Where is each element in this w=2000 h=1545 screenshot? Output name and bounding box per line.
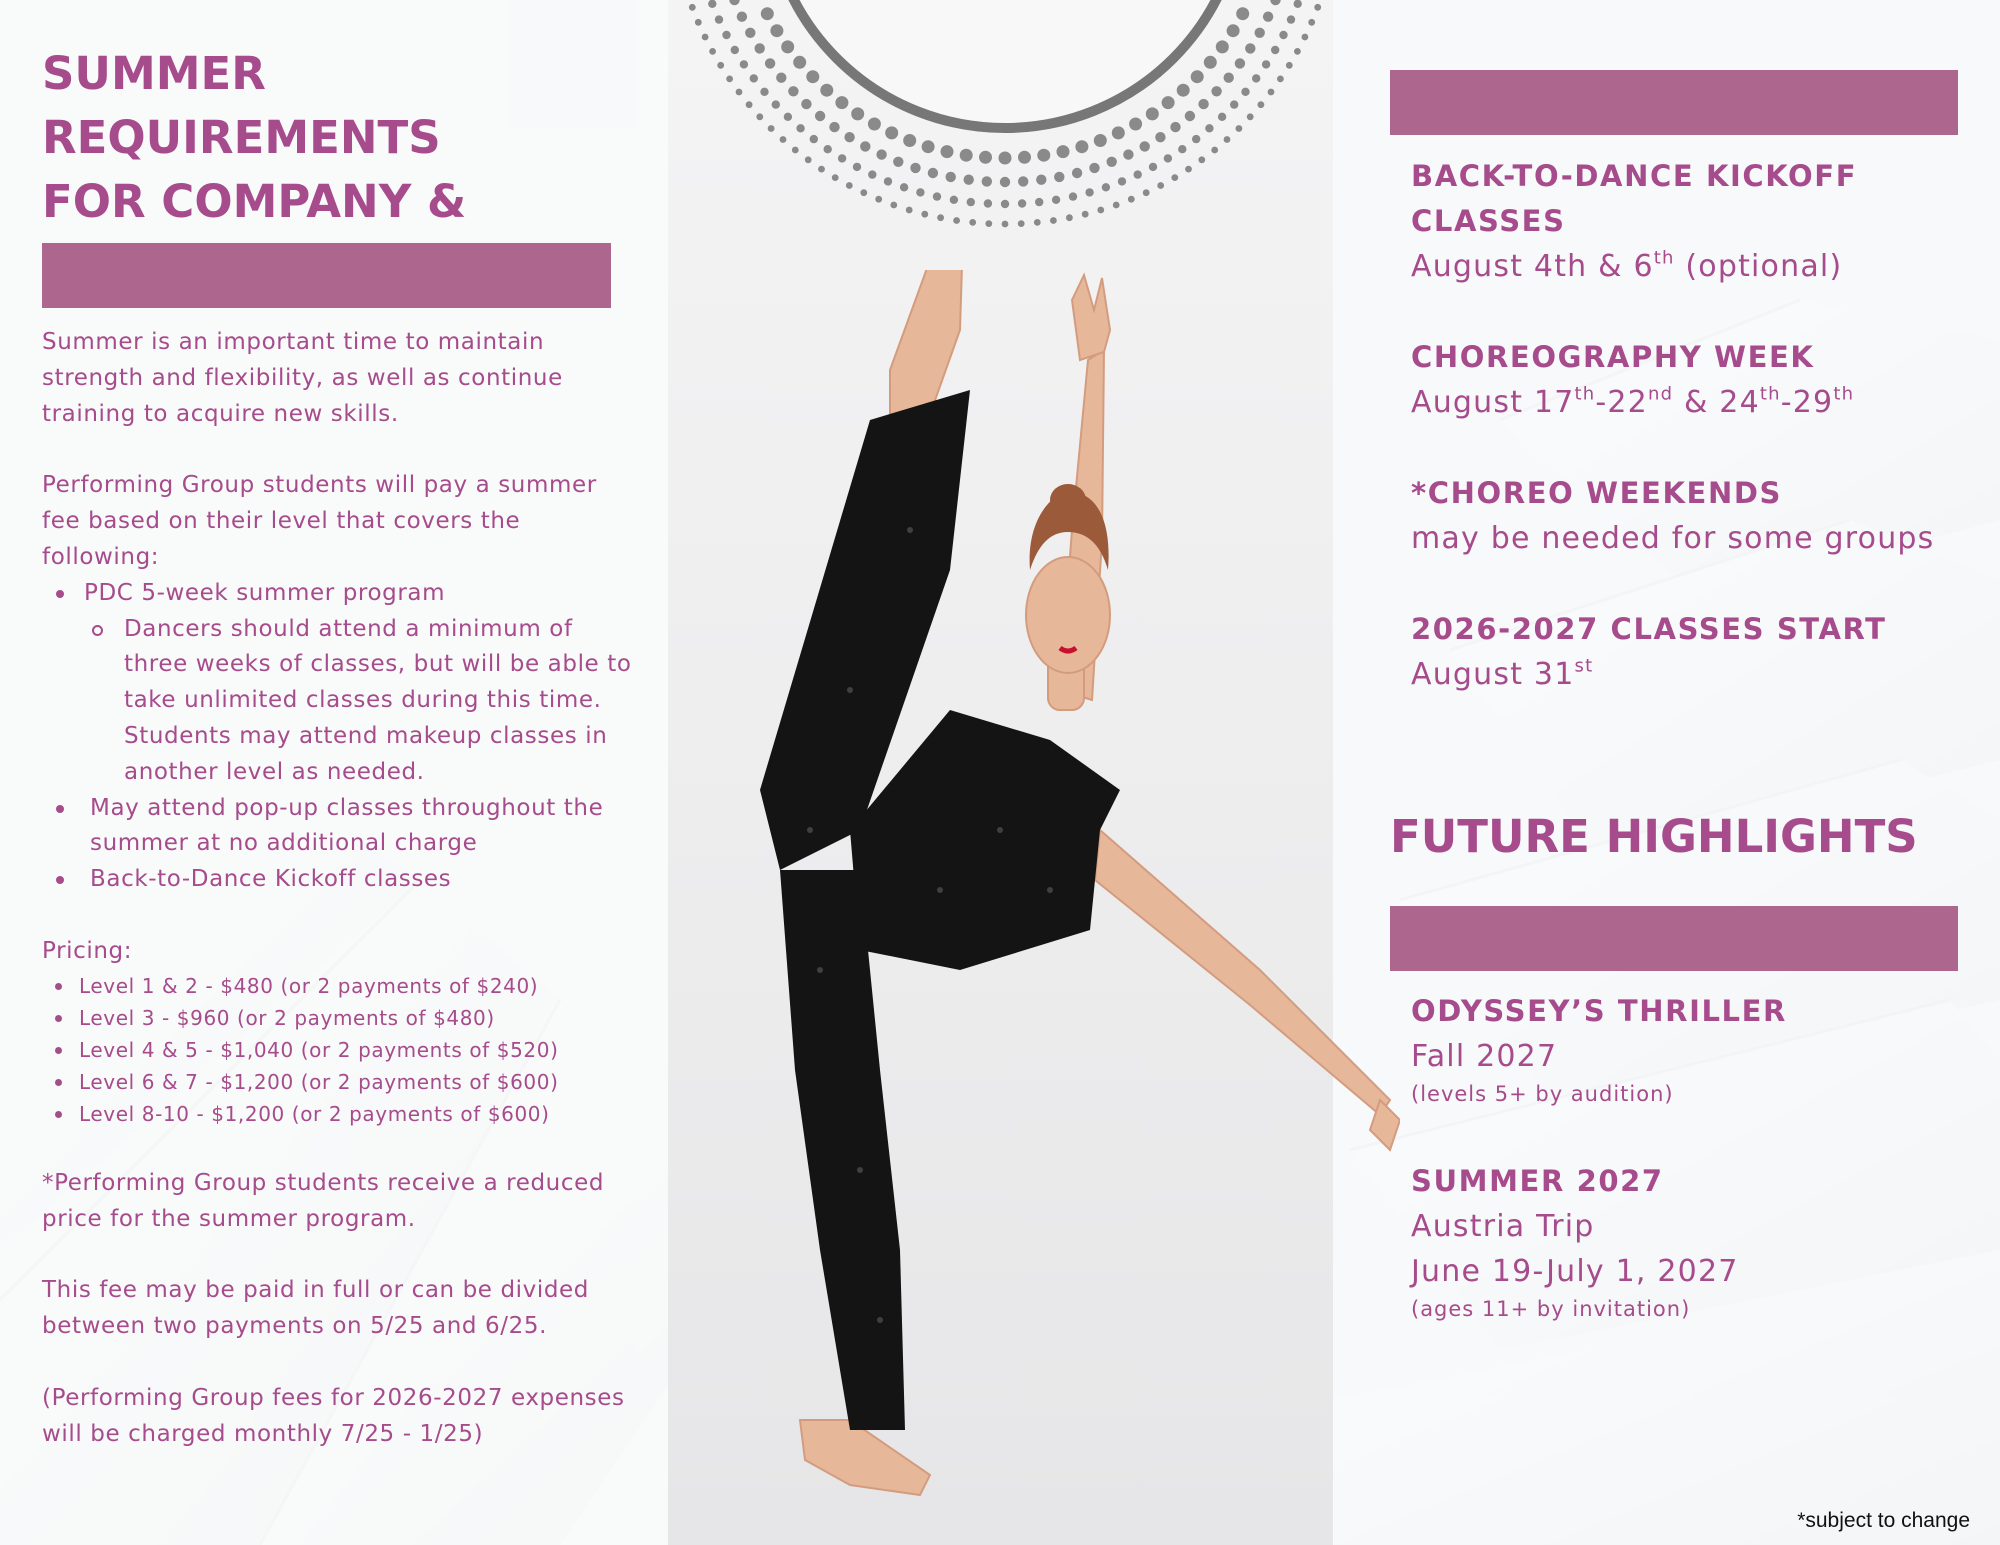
title-divider-bar: [42, 243, 611, 308]
event-text: Fall 2027: [1411, 1039, 1558, 1074]
decorative-dot: [745, 28, 755, 38]
monthly-fee-note: (Performing Group fees for 2026-2027 expenses will be charged monthly 7/25 - 1/25): [42, 1384, 625, 1447]
decorative-dot: [731, 46, 739, 54]
price-item: Level 6 & 7 - $1,200 (or 2 payments of $600): [42, 1066, 632, 1098]
event-title: 2026-2027 CLASSES START: [1411, 612, 1887, 646]
decorative-dot: [818, 166, 825, 173]
decorative-dot: [736, 89, 743, 96]
decorative-dot: [1035, 198, 1043, 206]
decorative-dot: [1002, 221, 1009, 228]
decorative-dot: [1192, 135, 1200, 143]
decorative-dot: [903, 134, 916, 147]
decorative-dot: [906, 207, 913, 214]
future-highlights-title: FUTURE HIGHLIGHTS: [1390, 810, 1918, 863]
decorative-dot: [801, 99, 811, 109]
price-item: Level 4 & 5 - $1,040 (or 2 payments of $520): [42, 1034, 632, 1066]
date-text: August 4th & 6: [1411, 249, 1654, 284]
decorative-dot: [928, 168, 938, 178]
event-title-line: BACK-TO-DANCE KICKOFF: [1411, 159, 1858, 193]
dancer-photo: [700, 270, 1400, 1510]
decorative-dot: [1082, 211, 1089, 218]
decorative-dot: [1252, 74, 1260, 82]
decorative-dot: [1178, 145, 1186, 153]
decorative-dot: [1286, 62, 1293, 69]
decorative-dot: [1102, 183, 1110, 191]
decorative-dot: [884, 177, 892, 185]
intro-paragraph: Summer is an important time to maintain strength and flexibility, as well as continue training to acquire new skills.: [42, 329, 563, 427]
decorative-dot: [1123, 149, 1133, 159]
decorative-dot: [781, 40, 794, 53]
decorative-dot: [1164, 154, 1172, 162]
decorative-dot: [1236, 7, 1249, 20]
decorative-dot: [1185, 111, 1195, 121]
decorative-dot: [709, 48, 716, 55]
decorative-dot: [999, 152, 1012, 165]
decorative-dot: [868, 170, 876, 178]
decorative-dot: [1018, 199, 1026, 207]
decorative-dot: [796, 124, 804, 132]
decorative-dot: [1171, 174, 1178, 181]
decorative-dot: [1268, 89, 1275, 96]
decorative-dot: [937, 214, 944, 221]
decorative-dot: [900, 183, 908, 191]
choreo-weekends-event: [1411, 471, 1981, 561]
date-ordinal: th: [1653, 247, 1675, 269]
decorative-dot: [1247, 113, 1254, 120]
decorative-dot: [806, 70, 819, 83]
decorative-dot: [737, 12, 747, 22]
decorative-dot: [868, 118, 881, 131]
decorative-dot: [805, 156, 812, 163]
decorative-dot: [851, 107, 864, 120]
date-text: -22: [1595, 385, 1648, 420]
decorative-dot: [695, 19, 702, 26]
classes-start-event: [1411, 607, 1981, 697]
event-title: SUMMER 2027: [1411, 1164, 1664, 1198]
decorative-dot: [761, 7, 774, 20]
decorative-dot: [750, 74, 758, 82]
decorative-dot: [746, 101, 753, 108]
decorative-dot: [893, 157, 903, 167]
decorative-dot: [768, 125, 775, 132]
event-note: (ages 11+ by invitation): [1411, 1297, 1691, 1321]
title-line: SUMMER REQUIREMENTS: [42, 47, 441, 164]
reduced-price-note: *Performing Group students receive a reduced price for the summer program.: [42, 1169, 605, 1232]
decorative-dot: [1157, 182, 1164, 189]
decorative-dot: [853, 163, 861, 171]
decorative-dot: [810, 135, 818, 143]
decorative-dot: [844, 132, 854, 142]
decorative-dot: [1112, 126, 1125, 139]
decorative-dot: [1230, 100, 1238, 108]
decorative-dot: [1140, 141, 1150, 151]
decorative-dot: [772, 100, 780, 108]
decorative-dot: [1302, 34, 1309, 41]
decorative-dot: [1216, 40, 1229, 53]
decorative-dot: [1294, 48, 1301, 55]
date-ordinal: st: [1574, 655, 1594, 677]
decorative-dot: [755, 43, 765, 53]
decorative-dot: [689, 4, 696, 11]
choreography-week-event: [1411, 335, 1981, 425]
decorative-dot: [876, 149, 886, 159]
decorative-dot: [1191, 70, 1204, 83]
decorative-dot: [788, 86, 798, 96]
kickoff-event: [1411, 154, 1981, 289]
decorative-dot: [933, 192, 941, 200]
decorative-dot: [1205, 124, 1213, 132]
decorative-dot: [1241, 88, 1249, 96]
decorative-dot: [1057, 145, 1070, 158]
decorative-dot: [740, 60, 748, 68]
decorative-dot: [793, 56, 806, 69]
decorative-dot: [1146, 107, 1159, 120]
event-title-line: CLASSES: [1411, 204, 1566, 238]
price-item: Level 1 & 2 - $480 (or 2 payments of $240): [42, 970, 632, 1002]
decorative-dot: [1262, 60, 1270, 68]
event-date: [1411, 244, 1981, 289]
decorative-dot: [1277, 76, 1284, 83]
decorative-dot: [1107, 157, 1117, 167]
decorative-dot: [726, 76, 733, 83]
decorative-dot: [1143, 189, 1150, 196]
date-ordinal: nd: [1647, 383, 1674, 405]
title-line: FOR COMPANY &: [42, 175, 467, 228]
decorative-dot: [1245, 43, 1255, 53]
decorative-dot: [1270, 0, 1280, 5]
requirements-body: [42, 325, 632, 1453]
event-title: CHOREOGRAPHY WEEK: [1411, 340, 1815, 374]
date-text: August 17: [1411, 385, 1575, 420]
event-title: ODYSSEY’S THRILLER: [1411, 994, 1787, 1028]
decorative-dot: [1018, 220, 1025, 227]
decorative-dot: [1113, 202, 1120, 209]
decorative-dot: [829, 122, 839, 132]
decorative-dot: [722, 31, 730, 39]
decorative-dot: [1271, 46, 1279, 54]
decorative-dot: [770, 24, 783, 37]
decorative-dot: [1224, 136, 1231, 143]
decorative-dot: [1211, 86, 1221, 96]
schedule-header-bar: [1390, 70, 1958, 135]
decorative-dot: [1094, 134, 1107, 147]
event-text: Austria Trip: [1411, 1209, 1595, 1244]
decorative-dot: [1072, 168, 1082, 178]
decorative-dot: [1255, 28, 1265, 38]
decorative-dot: [1287, 15, 1295, 23]
event-title: [1411, 154, 1981, 244]
list-item: Dancers should attend a minimum of three weeks of classes, but will be able to take unlimited classes during this time. Students may attend makeup classes in another level as needed.: [42, 612, 632, 791]
circle-dots-decoration: [630, 0, 1370, 240]
decorative-dot: [890, 202, 897, 209]
decorative-dot: [1075, 140, 1088, 153]
decorative-dot: [702, 34, 709, 41]
decorative-dot: [1085, 188, 1093, 196]
price-item: Level 3 - $960 (or 2 payments of $480): [42, 1002, 632, 1034]
decorative-dot: [910, 163, 920, 173]
decorative-dot: [950, 196, 958, 204]
decorative-dot: [985, 220, 992, 227]
decorative-dot: [1279, 31, 1287, 39]
decorative-dot: [715, 15, 723, 23]
subject-to-change-note: *subject to change: [1797, 1509, 1970, 1532]
decorative-dot: [875, 196, 882, 203]
decorative-dot: [964, 175, 974, 185]
decorative-dot: [1134, 170, 1142, 178]
decorative-dot: [969, 219, 976, 226]
decorative-dot: [1308, 19, 1315, 26]
decorative-dot: [1198, 156, 1205, 163]
decorative-dot: [921, 211, 928, 218]
list-item: May attend pop-up classes throughout the summer at no additional charge: [42, 791, 632, 863]
decorative-dot: [1235, 58, 1245, 68]
decorative-dot: [922, 140, 935, 153]
decorative-dot: [885, 126, 898, 139]
event-title: *CHOREO WEEKENDS: [1411, 476, 1782, 510]
decorative-dot: [729, 0, 739, 5]
date-text: -29: [1780, 385, 1834, 420]
payment-note: This fee may be paid in full or can be divided between two payments on 5/25 and 6/25.: [42, 1277, 590, 1340]
decorative-dot: [1204, 56, 1217, 69]
decorative-dot: [765, 58, 775, 68]
decorative-dot: [815, 111, 825, 121]
list-item: PDC 5-week summer program: [42, 576, 632, 612]
date-ordinal: th: [1833, 383, 1855, 405]
decorative-dot: [1037, 149, 1050, 162]
decorative-dot: [1149, 163, 1157, 171]
decorative-dot: [1198, 99, 1208, 109]
decorative-dot: [1155, 132, 1165, 142]
decorative-dot: [824, 145, 832, 153]
decorative-dot: [832, 174, 839, 181]
decorative-dot: [1018, 151, 1031, 164]
decorative-dot: [717, 62, 724, 69]
decorative-dot: [1000, 177, 1010, 187]
decorative-dot: [1314, 4, 1321, 11]
summer-trip-event: [1411, 1159, 1981, 1324]
decorative-dot: [1050, 217, 1057, 224]
decorative-dot: [960, 149, 973, 162]
decorative-dot: [756, 113, 763, 120]
decorative-dot: [1224, 73, 1234, 83]
decorative-dot: [953, 217, 960, 224]
event-date: [1411, 652, 1981, 697]
decorative-dot: [1263, 12, 1273, 22]
decorative-dot: [1294, 0, 1302, 8]
decorative-dot: [1034, 219, 1041, 226]
pricing-list: [42, 970, 632, 1130]
decorative-dot: [784, 113, 792, 121]
decorative-dot: [1227, 24, 1240, 37]
decorative-dot: [1128, 196, 1135, 203]
fee-intro-paragraph: Performing Group students will pay a summer fee based on their level that covers the following:: [42, 472, 597, 570]
event-date: [1411, 380, 1981, 425]
decorative-dot: [760, 88, 768, 96]
date-ordinal: th: [1574, 383, 1596, 405]
decorative-dot: [1129, 118, 1142, 131]
decorative-dot: [1162, 96, 1175, 109]
decorative-dot: [860, 141, 870, 151]
decorative-dot: [984, 199, 992, 207]
decorative-dot: [792, 147, 799, 154]
price-item: Level 8-10 - $1,200 (or 2 payments of $600): [42, 1098, 632, 1130]
decorative-dot: [776, 73, 786, 83]
list-item: Back-to-Dance Kickoff classes: [42, 862, 632, 898]
decorative-dot: [982, 176, 992, 186]
decorative-dot: [946, 172, 956, 182]
decorative-dot: [1069, 192, 1077, 200]
decorative-dot: [780, 136, 787, 143]
thriller-event: [1411, 989, 1981, 1109]
decorative-dot: [1036, 175, 1046, 185]
decorative-dot: [860, 189, 867, 196]
decorative-dot: [1052, 196, 1060, 204]
decorative-dot: [1177, 84, 1190, 97]
decorative-dot: [1089, 163, 1099, 173]
decorative-dot: [1018, 176, 1028, 186]
decorative-dot: [1258, 101, 1265, 108]
decorative-dot: [1066, 214, 1073, 221]
date-text: & 24: [1673, 385, 1760, 420]
decorative-dot: [1236, 125, 1243, 132]
decorative-dot: [820, 84, 833, 97]
event-text: June 19-July 1, 2027: [1411, 1254, 1739, 1289]
decorative-dot: [1118, 177, 1126, 185]
decorative-dot: [1054, 172, 1064, 182]
decorative-dot: [1170, 122, 1180, 132]
decorative-dot: [838, 154, 846, 162]
decorative-dot: [1211, 147, 1218, 154]
decorative-dot: [1218, 113, 1226, 121]
decorative-dot: [708, 0, 716, 8]
decorative-dot: [979, 151, 992, 164]
decorative-dot: [1097, 207, 1104, 214]
decorative-dot: [1185, 166, 1192, 173]
event-note: (levels 5+ by audition): [1411, 1082, 1674, 1106]
decorative-dot: [846, 182, 853, 189]
decorative-dot: [916, 188, 924, 196]
future-divider-bar: [1390, 906, 1958, 971]
decorative-dot: [835, 96, 848, 109]
decorative-dot: [967, 198, 975, 206]
date-ordinal: th: [1759, 383, 1781, 405]
pricing-label: Pricing:: [42, 937, 133, 964]
covers-list: [42, 576, 632, 898]
event-text: may be needed for some groups: [1411, 521, 1935, 556]
date-text: August 31: [1411, 657, 1575, 692]
date-text: (optional): [1674, 249, 1843, 284]
decorative-dot: [941, 145, 954, 158]
decorative-dot: [1001, 200, 1009, 208]
